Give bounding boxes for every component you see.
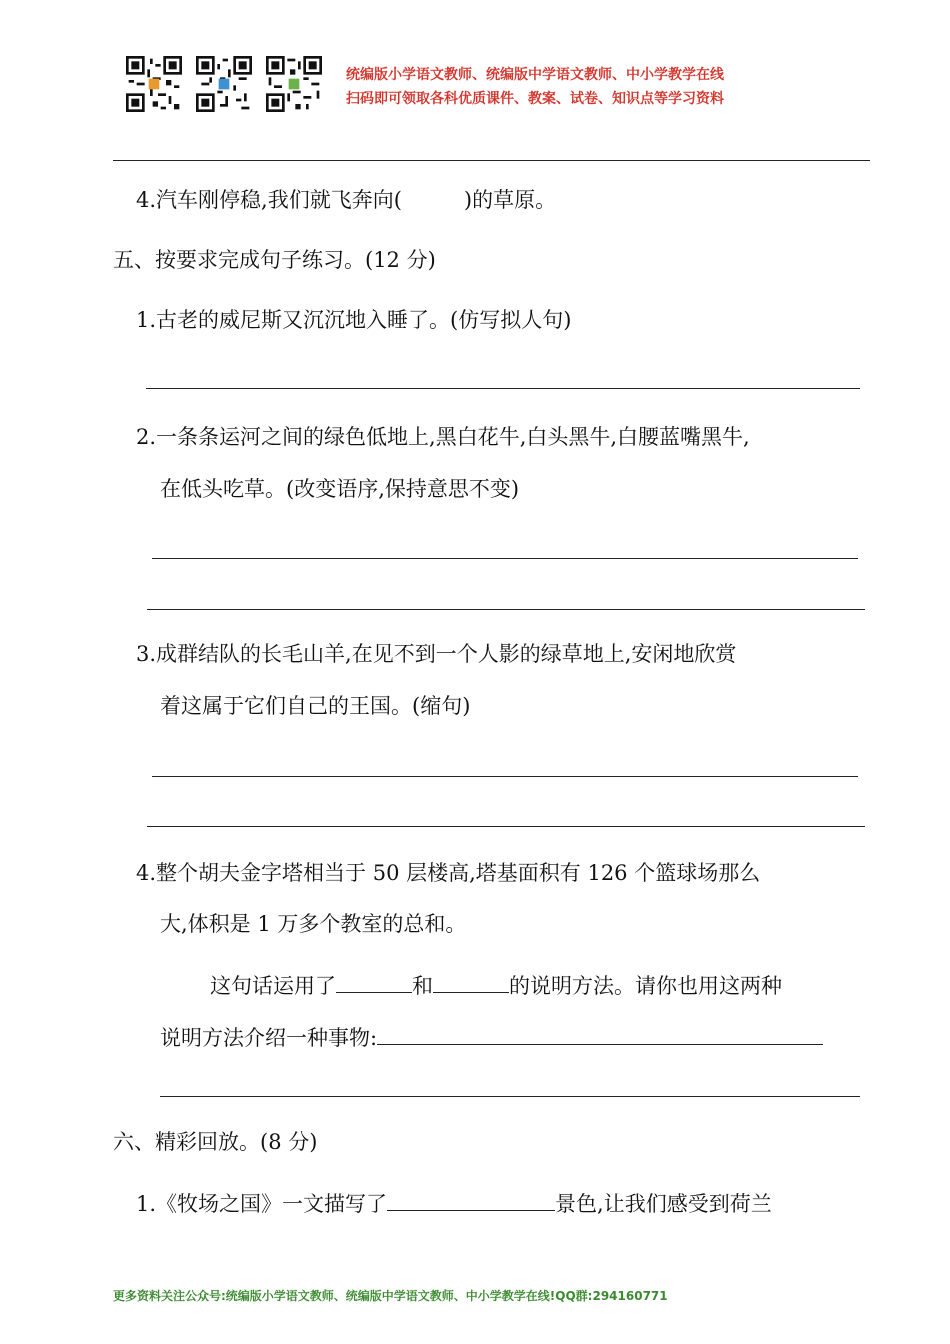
section-5-q4-line2: 大,体积是 1 万多个教室的总和。 <box>160 912 467 936</box>
section-5-q3-line2: 着这属于它们自己的王国。(缩句) <box>160 694 471 718</box>
answer-line[interactable] <box>160 1096 860 1097</box>
section-6-q1-text-a: 1.《牧场之国》一文描写了 <box>136 1192 388 1216</box>
section-5-q4-prompt <box>210 972 782 999</box>
q4-prompt-text-4: 说明方法介绍一种事物: <box>160 1026 378 1050</box>
header-divider <box>113 160 870 161</box>
blank-line[interactable] <box>387 1190 555 1211</box>
blank-line[interactable] <box>377 1024 823 1045</box>
section-5-q4-prompt-line2 <box>160 1024 823 1051</box>
section-5-q2-line1: 2.一条条运河之间的绿色低地上,黑白花牛,白头黑牛,白腰蓝嘴黑牛, <box>136 425 750 449</box>
answer-line[interactable] <box>152 776 858 777</box>
question-4-prev <box>136 188 556 213</box>
qr-code-icon <box>266 56 322 112</box>
q4-prompt-text-1: 这句话运用了 <box>210 974 336 998</box>
q4-prompt-text-3: 的说明方法。请你也用这两种 <box>509 974 782 998</box>
section-6-q1 <box>136 1190 772 1217</box>
footer-note: 更多资料关注公众号:统编版小学语文教师、统编版中学语文教师、中小学教学在线!QQ群:294160771 <box>113 1289 668 1303</box>
section-5-q1: 1.古老的威尼斯又沉沉地入睡了。(仿写拟人句) <box>136 308 572 332</box>
section-6-title: 六、精彩回放。(8 分) <box>113 1130 318 1154</box>
section-5-title: 五、按要求完成句子练习。(12 分) <box>113 248 436 272</box>
blank-line[interactable] <box>336 972 412 993</box>
answer-line[interactable] <box>147 609 865 610</box>
question-4-prev-text-a: 4.汽车刚停稳,我们就飞奔向( <box>136 188 402 212</box>
answer-line[interactable] <box>147 826 865 827</box>
section-5-q2-line2: 在低头吃草。(改变语序,保持意思不变) <box>160 477 520 501</box>
qr-code-icon <box>126 56 182 112</box>
section-5-q3-line1: 3.成群结队的长毛山羊,在见不到一个人影的绿草地上,安闲地欣赏 <box>136 642 737 666</box>
answer-line[interactable] <box>152 558 858 559</box>
header-line-1: 统编版小学语文教师、统编版中学语文教师、中小学教学在线 <box>346 67 724 83</box>
answer-line[interactable] <box>146 388 860 389</box>
q4-prompt-text-2: 和 <box>412 974 433 998</box>
header-line-2: 扫码即可领取各科优质课件、教案、试卷、知识点等学习资料 <box>346 91 724 107</box>
section-6-q1-text-b: 景色,让我们感受到荷兰 <box>555 1192 772 1216</box>
blank-line[interactable] <box>433 972 509 993</box>
qr-code-icon <box>196 56 252 112</box>
section-5-q4-line1: 4.整个胡夫金字塔相当于 50 层楼高,塔基面积有 126 个篮球场那么 <box>136 861 761 885</box>
question-4-prev-text-b: )的草原。 <box>463 188 557 212</box>
